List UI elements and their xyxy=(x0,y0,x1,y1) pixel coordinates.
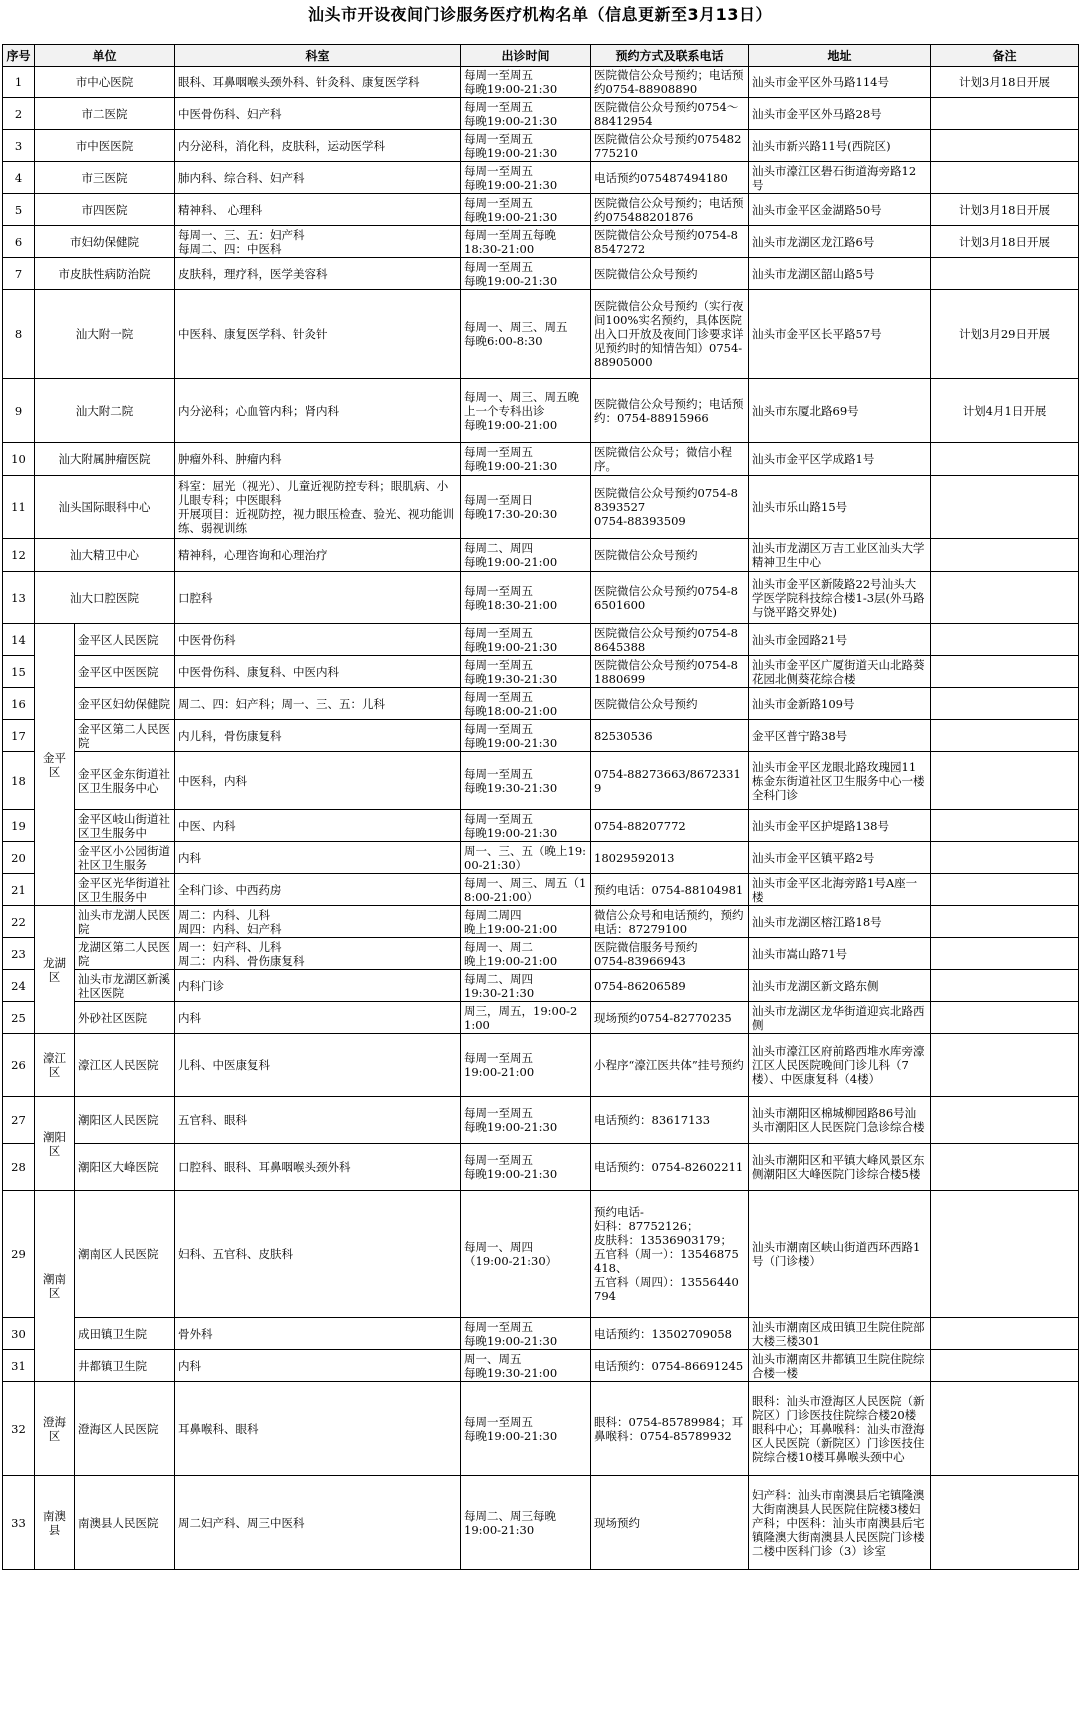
cell-contact: 电话预约：0754-86691245 xyxy=(591,1350,749,1382)
cell-time: 周一、周五 每晚19:30-21:00 xyxy=(461,1350,591,1382)
cell-note xyxy=(931,1318,1079,1350)
cell-address: 汕头市龙湖区万吉工业区汕头大学精神卫生中心 xyxy=(749,539,931,572)
cell-note xyxy=(931,539,1079,572)
cell-address: 金平区普宁路38号 xyxy=(749,720,931,752)
cell-dept: 中医骨伤科、妇产科 xyxy=(175,98,461,130)
cell-note xyxy=(931,720,1079,752)
table-row xyxy=(3,752,1079,810)
cell-dept: 中医科、康复医学科、针灸针 xyxy=(175,290,461,379)
cell-address: 汕头市金平区外马路28号 xyxy=(749,98,931,130)
cell-contact: 现场预约 xyxy=(591,1476,749,1570)
row-number: 5 xyxy=(3,194,35,226)
cell-address: 汕头市龙湖区新文路东侧 xyxy=(749,970,931,1002)
cell-dept: 口腔科、眼科、耳鼻咽喉头颈外科 xyxy=(175,1144,461,1191)
cell-contact: 0754-86206589 xyxy=(591,970,749,1002)
row-number: 25 xyxy=(3,1002,35,1034)
row-number: 22 xyxy=(3,906,35,938)
cell-unit: 汕大附一院 xyxy=(35,290,175,379)
cell-dept: 周一：妇产科、儿科 周二：内科、骨伤康复科 xyxy=(175,938,461,970)
cell-unit: 潮阳区人民医院 xyxy=(75,1097,175,1144)
cell-address: 汕头市龙湖区韶山路5号 xyxy=(749,258,931,290)
row-number: 20 xyxy=(3,842,35,874)
clinic-table xyxy=(2,44,1079,1570)
cell-dept: 内分泌科，消化科，皮肤科，运动医学科 xyxy=(175,130,461,162)
cell-dept: 皮肤科，理疗科，医学美容科 xyxy=(175,258,461,290)
cell-unit: 市中心医院 xyxy=(35,67,175,98)
cell-note: 计划3月29日开展 xyxy=(931,290,1079,379)
cell-contact: 医院微信公众号预约075482775210 xyxy=(591,130,749,162)
cell-dept: 骨外科 xyxy=(175,1318,461,1350)
table-row xyxy=(3,1382,1079,1476)
cell-dept: 口腔科 xyxy=(175,572,461,624)
cell-note xyxy=(931,1350,1079,1382)
cell-unit: 市中医医院 xyxy=(35,130,175,162)
row-number: 33 xyxy=(3,1476,35,1570)
cell-dept: 每周一、三、五：妇产科 每周二、四：中医科 xyxy=(175,226,461,258)
cell-dept: 中医科，内科 xyxy=(175,752,461,810)
cell-contact: 小程序“濠江医共体”挂号预约 xyxy=(591,1034,749,1097)
cell-contact: 电话预约：0754-82602211 xyxy=(591,1144,749,1191)
table-row xyxy=(3,379,1079,443)
row-number: 1 xyxy=(3,67,35,98)
cell-time: 每周二、周四 每晚19:00-21:00 xyxy=(461,539,591,572)
cell-address: 汕头市东厦北路69号 xyxy=(749,379,931,443)
cell-dept: 儿科、中医康复科 xyxy=(175,1034,461,1097)
row-number: 6 xyxy=(3,226,35,258)
cell-unit: 澄海区人民医院 xyxy=(75,1382,175,1476)
cell-note xyxy=(931,1002,1079,1034)
cell-unit: 濠江区人民医院 xyxy=(75,1034,175,1097)
cell-note xyxy=(931,938,1079,970)
cell-time: 每周一至周五 每晚19:00-21:30 xyxy=(461,1144,591,1191)
cell-dept: 内科 xyxy=(175,1350,461,1382)
cell-dept: 周二妇产科、周三中医科 xyxy=(175,1476,461,1570)
cell-note xyxy=(931,688,1079,720)
cell-address: 汕头市金平区护堤路138号 xyxy=(749,810,931,842)
cell-dept: 眼科、耳鼻咽喉头颈外科、针灸科、康复医学科 xyxy=(175,67,461,98)
header-contact: 预约方式及联系电话 xyxy=(591,45,749,67)
cell-dept: 肿瘤外科、肿瘤内科 xyxy=(175,443,461,476)
header-time: 出诊时间 xyxy=(461,45,591,67)
cell-time: 每周一至周五 每晚19:00-21:30 xyxy=(461,720,591,752)
cell-note xyxy=(931,1191,1079,1318)
cell-dept: 肺内科、综合科、妇产科 xyxy=(175,162,461,194)
cell-unit: 市三医院 xyxy=(35,162,175,194)
cell-time: 每周一至周五 每晚19:00-21:30 xyxy=(461,67,591,98)
cell-address: 汕头市金平区学成路1号 xyxy=(749,443,931,476)
cell-time: 每周一、周三、周五 每晚6:00-8:30 xyxy=(461,290,591,379)
table-row xyxy=(3,98,1079,130)
row-number: 31 xyxy=(3,1350,35,1382)
table-row xyxy=(3,1191,1079,1318)
cell-unit: 金平区第二人民医院 xyxy=(75,720,175,752)
cell-time: 每周一至周五 每晚19:00-21:30 xyxy=(461,443,591,476)
row-number: 18 xyxy=(3,752,35,810)
cell-address: 汕头市金新路109号 xyxy=(749,688,931,720)
cell-note xyxy=(931,443,1079,476)
cell-unit: 汕头市龙湖区新溪社区医院 xyxy=(75,970,175,1002)
table-row xyxy=(3,938,1079,970)
table-row xyxy=(3,810,1079,842)
cell-address: 汕头市新兴路11号(西院区) xyxy=(749,130,931,162)
cell-dept: 精神科、 心理科 xyxy=(175,194,461,226)
cell-address: 汕头市潮南区峡山街道西环西路1号（门诊楼） xyxy=(749,1191,931,1318)
cell-note xyxy=(931,810,1079,842)
cell-unit: 金平区小公园街道社区卫生服务 xyxy=(75,842,175,874)
table-row xyxy=(3,258,1079,290)
table-row xyxy=(3,539,1079,572)
cell-contact: 医院微信公众号预约0754-81880699 xyxy=(591,656,749,688)
cell-time: 每周二、周四 19:30-21:30 xyxy=(461,970,591,1002)
cell-note xyxy=(931,130,1079,162)
cell-address: 汕头市嵩山路71号 xyxy=(749,938,931,970)
cell-contact: 医院微信公众号预约；电话预约0754-88908890 xyxy=(591,67,749,98)
table-row xyxy=(3,874,1079,906)
row-number: 2 xyxy=(3,98,35,130)
cell-note xyxy=(931,1034,1079,1097)
cell-district: 南澳县 xyxy=(35,1476,75,1570)
row-number: 16 xyxy=(3,688,35,720)
cell-address: 汕头市金平区镇平路2号 xyxy=(749,842,931,874)
cell-note: 计划3月18日开展 xyxy=(931,226,1079,258)
cell-dept: 内科 xyxy=(175,1002,461,1034)
table-row xyxy=(3,1034,1079,1097)
cell-address: 汕头市潮南区成田镇卫生院住院部大楼三楼301 xyxy=(749,1318,931,1350)
cell-contact: 医院微信服务号预约 0754-83966943 xyxy=(591,938,749,970)
cell-unit: 潮阳区大峰医院 xyxy=(75,1144,175,1191)
row-number: 23 xyxy=(3,938,35,970)
cell-unit: 潮南区人民医院 xyxy=(75,1191,175,1318)
cell-note xyxy=(931,162,1079,194)
cell-dept: 周二、四：妇产科；周一、三、五：儿科 xyxy=(175,688,461,720)
row-number: 28 xyxy=(3,1144,35,1191)
cell-unit: 汕大附二院 xyxy=(35,379,175,443)
cell-time: 周一、三、五（晚上19:00-21:30） xyxy=(461,842,591,874)
cell-contact: 18029592013 xyxy=(591,842,749,874)
cell-note xyxy=(931,476,1079,539)
cell-time: 每周一至周五 19:00-21:00 xyxy=(461,1034,591,1097)
cell-unit: 金平区岐山街道社区卫生服务中 xyxy=(75,810,175,842)
row-number: 12 xyxy=(3,539,35,572)
cell-address: 汕头市龙湖区龙华街道迎宾北路西侧 xyxy=(749,1002,931,1034)
cell-contact: 0754-88273663/86723319 xyxy=(591,752,749,810)
cell-address: 汕头市金平区外马路114号 xyxy=(749,67,931,98)
cell-contact: 眼科：0754-85789984；耳鼻喉科：0754-85789932 xyxy=(591,1382,749,1476)
cell-time: 每周一至周五 每晚19:00-21:30 xyxy=(461,98,591,130)
cell-district: 潮南区 xyxy=(35,1191,75,1382)
cell-note xyxy=(931,98,1079,130)
cell-dept: 中医、内科 xyxy=(175,810,461,842)
cell-dept: 周二：内科、儿科 周四：内科、妇产科 xyxy=(175,906,461,938)
row-number: 11 xyxy=(3,476,35,539)
row-number: 26 xyxy=(3,1034,35,1097)
cell-dept: 科室：屈光（视光）、儿童近视防控专科；眼肌病、小儿眼专科；中医眼科 开展项目：近视防控，视力眼压检查、验光、视功能训练、弱视训练 xyxy=(175,476,461,539)
table-row xyxy=(3,572,1079,624)
table-row xyxy=(3,906,1079,938)
cell-time: 每周一至周五 每晚18:00-21:00 xyxy=(461,688,591,720)
table-row xyxy=(3,1318,1079,1350)
row-number: 13 xyxy=(3,572,35,624)
cell-address: 汕头市濠江区府前路西堆水库旁濠江区人民医院晚间门诊儿科（7楼）、中医康复科（4楼） xyxy=(749,1034,931,1097)
cell-address: 汕头市金平区金湖路50号 xyxy=(749,194,931,226)
cell-time: 每周一至周五每晚 18:30-21:00 xyxy=(461,226,591,258)
cell-contact: 医院微信公众号预约（实行夜间100%实名预约，具体医院出入口开放及夜间门诊要求详见预约时的知情告知）0754-88905000 xyxy=(591,290,749,379)
row-number: 14 xyxy=(3,624,35,656)
table-row xyxy=(3,194,1079,226)
cell-unit: 汕头市龙湖人民医院 xyxy=(75,906,175,938)
cell-unit: 金平区金东街道社区卫生服务中心 xyxy=(75,752,175,810)
cell-address: 妇产科：汕头市南澳县后宅镇隆澳大街南澳县人民医院住院楼3楼妇产科；中医科：汕头市南澳县后宅镇隆澳大街南澳县人民医院门诊楼二楼中医科门诊（3）诊室 xyxy=(749,1476,931,1570)
cell-time: 每周一至周五 每晚19:00-21:30 xyxy=(461,1097,591,1144)
header-address: 地址 xyxy=(749,45,931,67)
cell-time: 每周一至周五 每晚19:00-21:30 xyxy=(461,194,591,226)
cell-contact: 预约电话- 妇科：87752126； 皮肤科：13536903179； 五官科（周一）：13546875418、 五官科（周四）：13556440794 xyxy=(591,1191,749,1318)
cell-contact: 医院微信公众号预约0754-86501600 xyxy=(591,572,749,624)
cell-address: 眼科：汕头市澄海区人民医院（新院区）门诊医技住院综合楼20楼眼科中心；耳鼻喉科：汕头市澄海区人民医院（新院区）门诊医技住院综合楼10楼耳鼻喉头颈中心 xyxy=(749,1382,931,1476)
cell-address: 汕头市潮南区井都镇卫生院住院综合楼一楼 xyxy=(749,1350,931,1382)
row-number: 27 xyxy=(3,1097,35,1144)
header-dept: 科室 xyxy=(175,45,461,67)
cell-unit: 金平区人民医院 xyxy=(75,624,175,656)
cell-address: 汕头市金平区新陵路22号汕头大学医学院科技综合楼1-3层(外马路与饶平路交界处) xyxy=(749,572,931,624)
cell-time: 每周一至周五 每晚19:30-21:30 xyxy=(461,656,591,688)
row-number: 17 xyxy=(3,720,35,752)
cell-dept: 内儿科，骨伤康复科 xyxy=(175,720,461,752)
cell-dept: 全科门诊、中西药房 xyxy=(175,874,461,906)
cell-contact: 电话预约：13502709058 xyxy=(591,1318,749,1350)
cell-address: 汕头市龙湖区榕江路18号 xyxy=(749,906,931,938)
cell-note xyxy=(931,624,1079,656)
cell-contact: 预约电话：0754-88104981 xyxy=(591,874,749,906)
cell-note xyxy=(931,1382,1079,1476)
row-number: 4 xyxy=(3,162,35,194)
cell-contact: 医院微信公众号预约0754-88547272 xyxy=(591,226,749,258)
cell-unit: 成田镇卫生院 xyxy=(75,1318,175,1350)
row-number: 8 xyxy=(3,290,35,379)
cell-note xyxy=(931,656,1079,688)
cell-address: 汕头市龙湖区龙江路6号 xyxy=(749,226,931,258)
cell-contact: 医院微信公众号预约 xyxy=(591,688,749,720)
cell-note xyxy=(931,874,1079,906)
cell-contact: 医院微信公众号预约 xyxy=(591,539,749,572)
row-number: 9 xyxy=(3,379,35,443)
cell-unit: 汕头国际眼科中心 xyxy=(35,476,175,539)
row-number: 30 xyxy=(3,1318,35,1350)
cell-time: 每周一至周五 每晚19:00-21:30 xyxy=(461,1318,591,1350)
cell-note xyxy=(931,1144,1079,1191)
cell-note xyxy=(931,752,1079,810)
row-number: 3 xyxy=(3,130,35,162)
row-number: 29 xyxy=(3,1191,35,1318)
cell-contact: 0754-88207772 xyxy=(591,810,749,842)
cell-note: 计划3月18日开展 xyxy=(931,194,1079,226)
cell-dept: 内科 xyxy=(175,842,461,874)
cell-contact: 电话预约075487494180 xyxy=(591,162,749,194)
cell-time: 每周一、周三、周五（18:00-21:00） xyxy=(461,874,591,906)
table-row xyxy=(3,1002,1079,1034)
cell-contact: 医院微信公众号预约0754-88393527 0754-88393509 xyxy=(591,476,749,539)
row-number: 10 xyxy=(3,443,35,476)
cell-dept: 内科门诊 xyxy=(175,970,461,1002)
table-row xyxy=(3,970,1079,1002)
cell-note xyxy=(931,970,1079,1002)
table-row xyxy=(3,656,1079,688)
cell-contact: 电话预约：83617133 xyxy=(591,1097,749,1144)
cell-unit: 市皮肤性病防治院 xyxy=(35,258,175,290)
cell-unit: 汕大精卫中心 xyxy=(35,539,175,572)
cell-unit: 井都镇卫生院 xyxy=(75,1350,175,1382)
cell-address: 汕头市潮阳区和平镇大峰风景区东侧潮阳区大峰医院门诊综合楼5楼 xyxy=(749,1144,931,1191)
cell-dept: 中医骨伤科、康复科、中医内科 xyxy=(175,656,461,688)
table-row xyxy=(3,476,1079,539)
cell-contact: 医院微信公众号预约0754～88412954 xyxy=(591,98,749,130)
header-unit: 单位 xyxy=(35,45,175,67)
cell-contact: 82530536 xyxy=(591,720,749,752)
table-row xyxy=(3,624,1079,656)
cell-time: 每周二、周三每晚 19:00-21:30 xyxy=(461,1476,591,1570)
cell-contact: 现场预约0754-82770235 xyxy=(591,1002,749,1034)
cell-district: 龙湖区 xyxy=(35,906,75,1034)
table-row xyxy=(3,162,1079,194)
table-row xyxy=(3,130,1079,162)
row-number: 19 xyxy=(3,810,35,842)
cell-address: 汕头市濠江区礐石街道海旁路12号 xyxy=(749,162,931,194)
cell-time: 每周一至周五 每晚19:30-21:30 xyxy=(461,752,591,810)
cell-time: 每周一、周二 晚上19:00-21:00 xyxy=(461,938,591,970)
cell-unit: 外砂社区医院 xyxy=(75,1002,175,1034)
cell-unit: 市二医院 xyxy=(35,98,175,130)
cell-address: 汕头市乐山路15号 xyxy=(749,476,931,539)
cell-note xyxy=(931,842,1079,874)
cell-note: 计划4月1日开展 xyxy=(931,379,1079,443)
cell-time: 每周一、周四 （19:00-21:30） xyxy=(461,1191,591,1318)
cell-address: 汕头市金平区长平路57号 xyxy=(749,290,931,379)
table-row xyxy=(3,1350,1079,1382)
header-row xyxy=(3,45,1079,67)
table-row xyxy=(3,226,1079,258)
cell-time: 每周一至周五 每晚19:00-21:30 xyxy=(461,162,591,194)
cell-note xyxy=(931,1097,1079,1144)
cell-time: 周三，周五，19:00-21:00 xyxy=(461,1002,591,1034)
cell-contact: 医院微信公众号预约 xyxy=(591,258,749,290)
table-row xyxy=(3,67,1079,98)
table-row xyxy=(3,720,1079,752)
header-note: 备注 xyxy=(931,45,1079,67)
table-row xyxy=(3,688,1079,720)
cell-contact: 医院微信公众号预约；电话预约：0754-88915966 xyxy=(591,379,749,443)
cell-unit: 金平区中医医院 xyxy=(75,656,175,688)
cell-time: 每周一至周五 每晚19:00-21:30 xyxy=(461,130,591,162)
cell-time: 每周一、周三、周五晚上一个专科出诊 每晚19:00-21:00 xyxy=(461,379,591,443)
cell-address: 汕头市金平区广厦街道天山北路葵花园北侧葵花综合楼 xyxy=(749,656,931,688)
cell-contact: 微信公众号和电话预约，预约电话：87279100 xyxy=(591,906,749,938)
cell-dept: 妇科、五官科、皮肤科 xyxy=(175,1191,461,1318)
table-row xyxy=(3,443,1079,476)
table-row xyxy=(3,1476,1079,1570)
cell-address: 汕头市金平区北海旁路1号A座一楼 xyxy=(749,874,931,906)
cell-note xyxy=(931,1476,1079,1570)
cell-address: 汕头市金园路21号 xyxy=(749,624,931,656)
table-row xyxy=(3,1097,1079,1144)
cell-note xyxy=(931,258,1079,290)
cell-address: 汕头市金平区龙眼北路玫瑰园11栋金东街道社区卫生服务中心一楼全科门诊 xyxy=(749,752,931,810)
cell-dept: 精神科，心理咨询和心理治疗 xyxy=(175,539,461,572)
page-title: 汕头市开设夜间门诊服务医疗机构名单（信息更新至3月13日） xyxy=(308,5,772,24)
cell-contact: 医院微信公众号预约0754-88645388 xyxy=(591,624,749,656)
table-row xyxy=(3,290,1079,379)
cell-unit: 市妇幼保健院 xyxy=(35,226,175,258)
cell-unit: 汕大附属肿瘤医院 xyxy=(35,443,175,476)
cell-dept: 耳鼻喉科、眼科 xyxy=(175,1382,461,1476)
cell-unit: 金平区光华街道社区卫生服务中 xyxy=(75,874,175,906)
header-no: 序号 xyxy=(3,45,35,67)
cell-time: 每周一至周五 每晚19:00-21:30 xyxy=(461,1382,591,1476)
cell-dept: 五官科、眼科 xyxy=(175,1097,461,1144)
cell-contact: 医院微信公众号预约；电话预约075488201876 xyxy=(591,194,749,226)
row-number: 24 xyxy=(3,970,35,1002)
cell-time: 每周一至周五 每晚19:00-21:30 xyxy=(461,624,591,656)
cell-dept: 内分泌科；心血管内科；肾内科 xyxy=(175,379,461,443)
cell-district: 澄海区 xyxy=(35,1382,75,1476)
cell-contact: 医院微信公众号；微信小程序。 xyxy=(591,443,749,476)
row-number: 7 xyxy=(3,258,35,290)
cell-note xyxy=(931,906,1079,938)
cell-time: 每周二周四 晚上19:00-21:00 xyxy=(461,906,591,938)
cell-dept: 中医骨伤科 xyxy=(175,624,461,656)
table-row xyxy=(3,1144,1079,1191)
cell-time: 每周一至周五 每晚19:00-21:30 xyxy=(461,258,591,290)
cell-unit: 龙湖区第二人民医院 xyxy=(75,938,175,970)
table-row xyxy=(3,842,1079,874)
cell-note xyxy=(931,572,1079,624)
cell-unit: 金平区妇幼保健院 xyxy=(75,688,175,720)
cell-unit: 市四医院 xyxy=(35,194,175,226)
cell-time: 每周一至周五 每晚18:30-21:00 xyxy=(461,572,591,624)
row-number: 32 xyxy=(3,1382,35,1476)
row-number: 15 xyxy=(3,656,35,688)
cell-unit: 汕大口腔医院 xyxy=(35,572,175,624)
cell-time: 每周一至周日 每晚17:30-20:30 xyxy=(461,476,591,539)
cell-address: 汕头市潮阳区棉城柳园路86号汕头市潮阳区人民医院门急诊综合楼 xyxy=(749,1097,931,1144)
cell-time: 每周一至周五 每晚19:00-21:30 xyxy=(461,810,591,842)
cell-district: 潮阳区 xyxy=(35,1097,75,1191)
row-number: 21 xyxy=(3,874,35,906)
cell-district: 濠江区 xyxy=(35,1034,75,1097)
cell-note: 计划3月18日开展 xyxy=(931,67,1079,98)
cell-district: 金平区 xyxy=(35,624,75,906)
cell-unit: 南澳县人民医院 xyxy=(75,1476,175,1570)
